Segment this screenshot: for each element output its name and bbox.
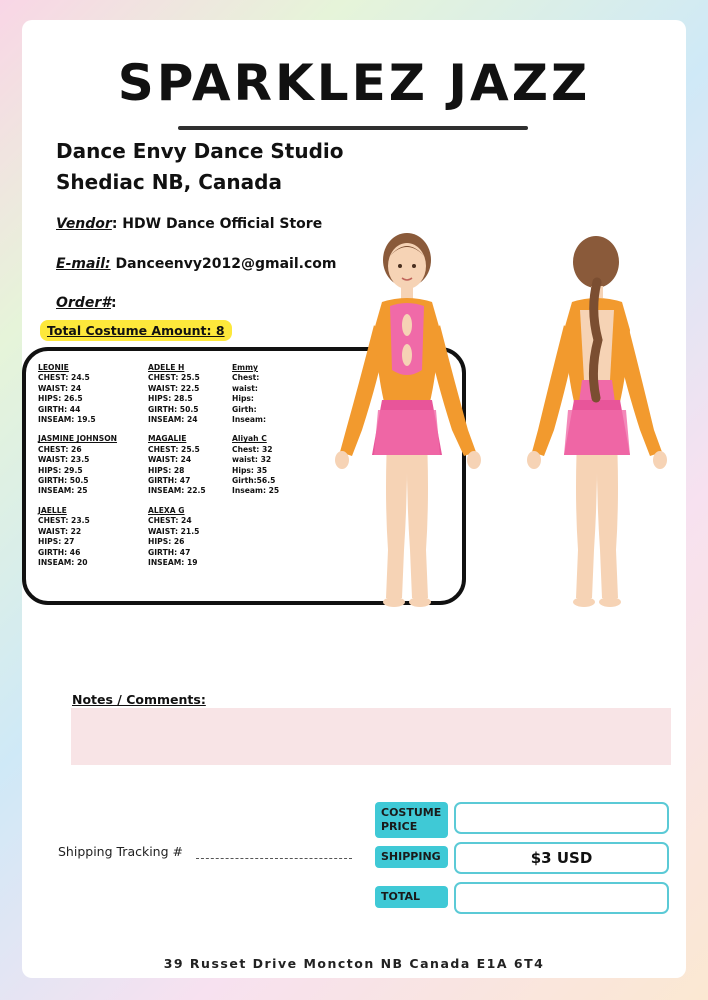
costume-price-label: COSTUME PRICE [375,802,448,838]
measurement-line: INSEAM: 20 [38,557,88,567]
dancer-measurements [38,434,117,496]
measurements-column-2 [148,363,206,577]
dancer-name: Aliyah C [232,434,267,444]
measurement-line: GIRTH: 44 [38,404,81,414]
measurement-line: GIRTH: 47 [148,476,191,486]
footer-address: 39 Russet Drive Moncton NB Canada E1A 6T4 [163,956,545,971]
email-line [56,256,336,272]
measurement-line: waist: 32 [232,455,272,465]
measurement-line: INSEAM: 25 [38,486,88,496]
email-label: E-mail: [56,256,111,272]
order-label: Order# [56,295,111,311]
shipping-price-field[interactable]: $3 USD [454,842,669,874]
order-line [56,295,117,311]
studio-name: Dance Envy Dance Studio [56,139,344,163]
vendor-label: Vendor [56,216,112,232]
measurement-line: Inseam: 25 [232,486,280,496]
shipping-tracking-field[interactable] [196,858,352,859]
vendor-value: : HDW Dance Official Store [111,216,323,232]
measurement-line: INSEAM: 24 [148,415,198,425]
measurement-line: Chest: 32 [232,444,273,454]
measurement-line: CHEST: 24.5 [38,373,90,383]
total-price-label: TOTAL [375,886,448,908]
measurement-line: Inseam: [232,415,266,425]
dancer-measurements [38,506,117,568]
measurement-line: HIPS: 27 [38,537,75,547]
email-value: Danceenvy2012@gmail.com [110,256,337,272]
dancer-name: Emmy [232,363,258,372]
shipping-price-label: SHIPPING [375,846,448,868]
dancer-measurements [148,434,206,496]
measurement-line: Hips: [232,394,254,404]
notes-field[interactable] [71,708,671,765]
measurements-column-3 [232,363,279,506]
total-costume-badge [40,320,232,341]
dancer-name: JAELLE [38,505,67,515]
measurement-line: WAIST: 22.5 [148,383,200,393]
measurement-line: HIPS: 28 [148,465,185,475]
measurement-line: GIRTH: 47 [148,547,191,557]
studio-block [56,136,344,198]
measurement-line: WAIST: 24 [148,455,192,465]
measurement-line: WAIST: 22 [38,526,82,536]
measurement-line: CHEST: 25.5 [148,444,200,454]
dancer-name: ADELE H [148,363,185,372]
measurement-line: HIPS: 26 [148,537,185,547]
dancer-measurements [232,363,279,425]
dancer-measurements [148,363,206,425]
measurement-line: Girth:56.5 [232,476,276,486]
measurement-line: INSEAM: 19 [148,557,198,567]
page-title: SPARKLEZ JAZZ [117,54,591,112]
measurement-line: CHEST: 25.5 [148,373,200,383]
shipping-tracking-label: Shipping Tracking # [58,844,183,859]
measurement-line: CHEST: 23.5 [38,516,90,526]
measurement-line: HIPS: 28.5 [148,394,193,404]
measurement-line: WAIST: 24 [38,383,82,393]
dancer-name: JASMINE JOHNSON [38,434,118,444]
measurement-line: CHEST: 26 [38,444,82,454]
measurement-line: INSEAM: 22.5 [148,486,206,496]
measurement-line: GIRTH: 46 [38,547,81,557]
costume-price-field[interactable] [454,802,669,834]
dancer-measurements [38,363,117,425]
measurement-line: CHEST: 24 [148,516,192,526]
title-divider [178,126,528,130]
order-value: : [110,295,117,311]
dancer-name: LEONIE [38,363,69,372]
measurements-column-1 [38,363,117,577]
order-form-page [22,20,686,978]
measurement-line: WAIST: 21.5 [148,526,200,536]
dancer-measurements [232,434,279,496]
total-price-field[interactable] [454,882,669,914]
total-costume-value: 8 [211,323,225,338]
measurement-line: GIRTH: 50.5 [148,404,199,414]
vendor-line [56,216,322,232]
measurement-line: Hips: 35 [232,465,268,475]
measurement-line: HIPS: 29.5 [38,465,83,475]
measurement-line: INSEAM: 19.5 [38,415,96,425]
studio-location: Shediac NB, Canada [56,170,282,194]
measurement-line: Girth: [232,404,257,414]
dancer-name: ALEXA G [148,505,185,515]
measurement-line: waist: [232,383,258,393]
dancer-measurements [148,506,206,568]
notes-label: Notes / Comments: [72,692,206,707]
back-view-figure [527,236,667,607]
costume-illustration [312,230,682,610]
measurement-line: GIRTH: 50.5 [38,476,89,486]
dancer-name: MAGALIE [148,434,187,444]
measurement-line: HIPS: 26.5 [38,394,83,404]
measurement-line: Chest: [232,373,260,383]
measurement-line: WAIST: 23.5 [38,455,90,465]
total-costume-label: Total Costume Amount: [47,323,212,338]
front-view-figure [335,233,481,607]
